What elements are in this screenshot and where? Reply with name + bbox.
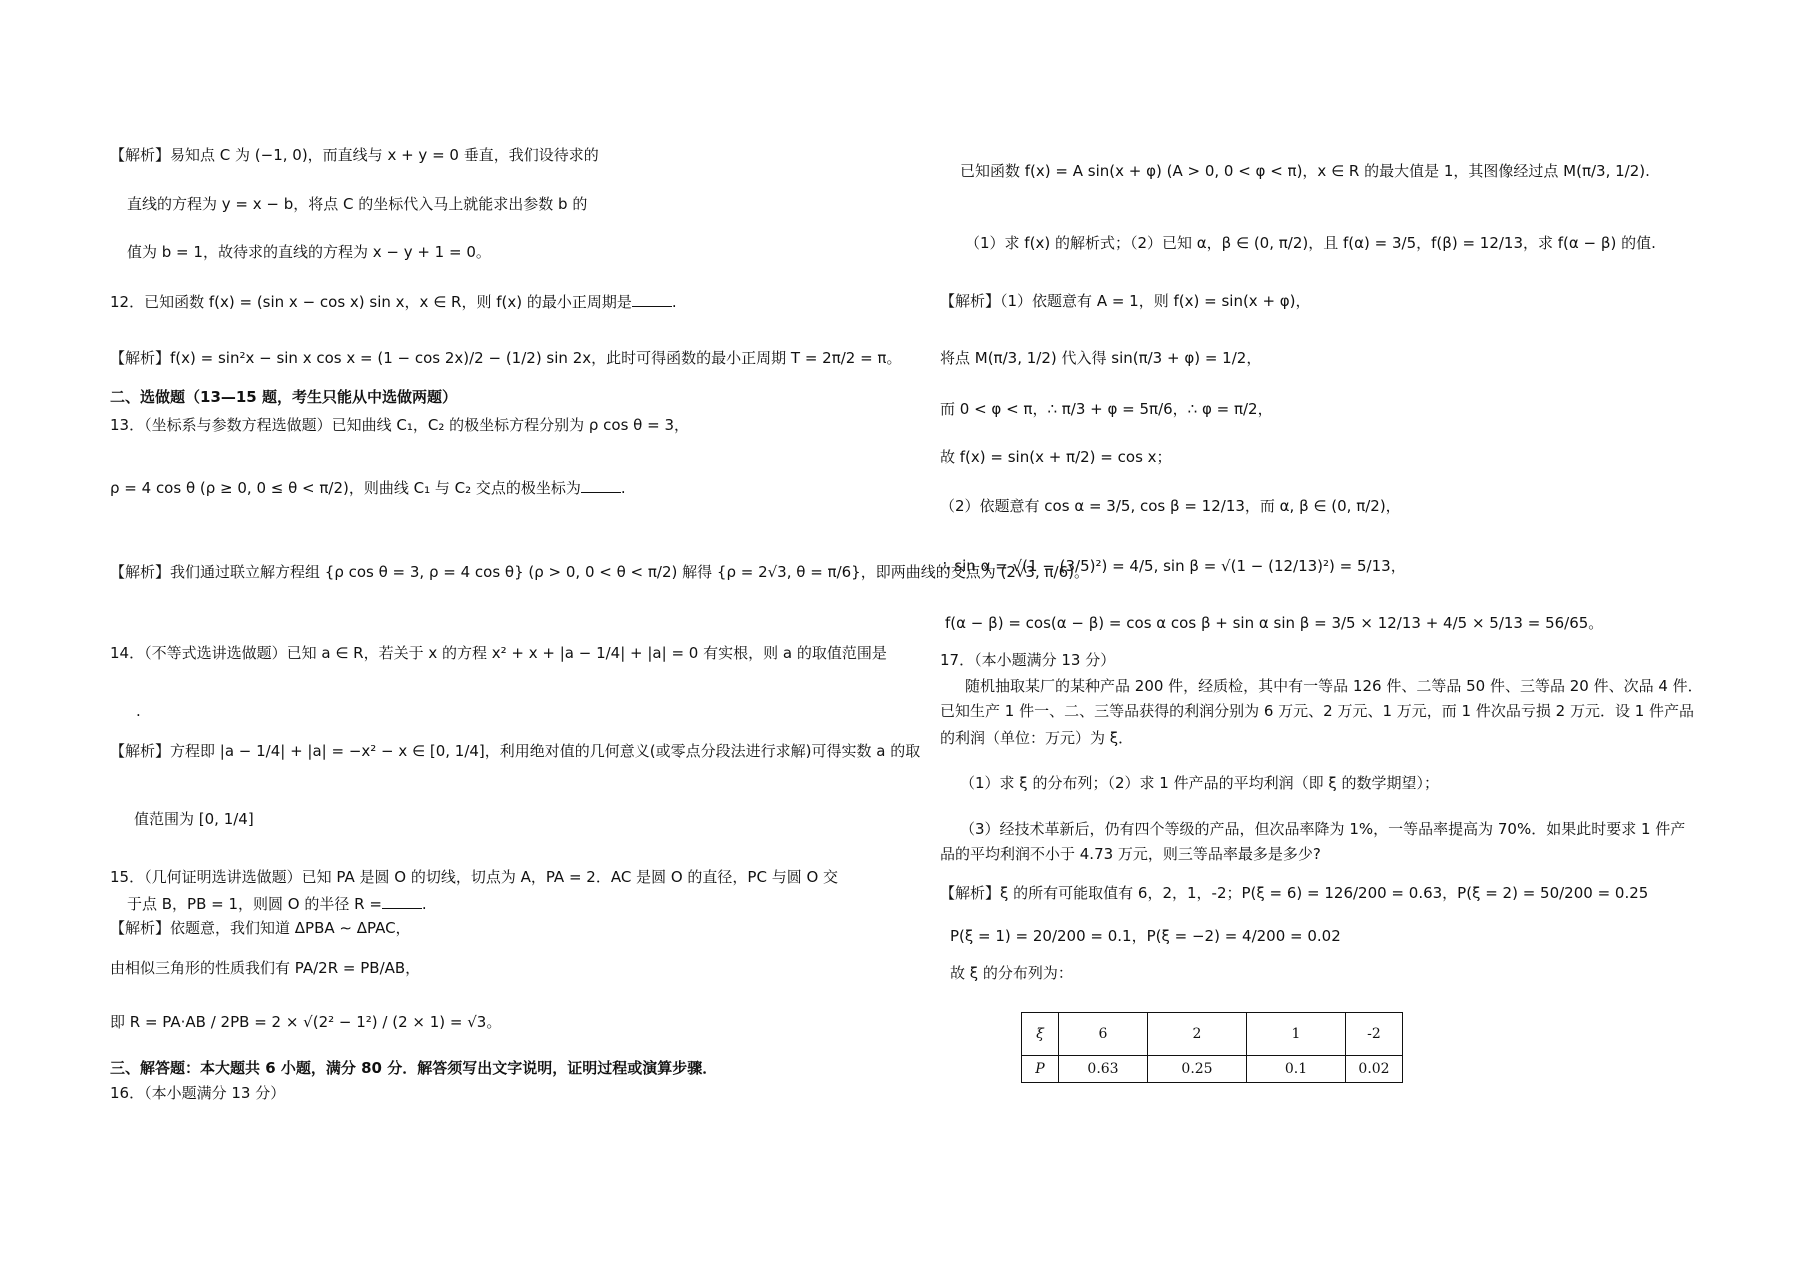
section-heading: 三、解答题：本大题共 6 小题，满分 80 分．解答须写出文字说明，证明过程或演算步骤． xyxy=(110,1059,718,1077)
question-13-cont: ρ = 4 cos θ (ρ ≥ 0, 0 ≤ θ < π/2)，则曲线 C₁ 与 C₂ 交点的极坐标为 . xyxy=(110,479,626,497)
question-14: 14．（不等式选讲选做题）已知 a ∈ R，若关于 x 的方程 x² + x + |a − 1/4| + |a| = 0 有实根，则 a 的取值范围是 xyxy=(110,644,887,662)
text-line: 【解析】我们通过联立解方程组 {ρ cos θ = 3, ρ = 4 cos θ} (ρ > 0, 0 < θ < π/2) 解得 {ρ = 2√3, θ = π/6}，即两曲线的交点为 (2√3, π/6)。 xyxy=(110,563,1089,581)
text-line: 【解析】（1）依题意有 A = 1，则 f(x) = sin(x + φ)， xyxy=(940,292,1311,310)
section-heading: 二、选做题（13—15 题，考生只能从中选做两题） xyxy=(110,388,457,406)
text-line: 【解析】方程即 |a − 1/4| + |a| = −x² − x ∈ [0, 1/4]，利用绝对值的几何意义(或零点分段法进行求解)可得实数 a 的取 xyxy=(110,742,921,760)
text-line: 【解析】易知点 C 为 (−1, 0)，而直线与 x + y = 0 垂直，我们设待求的 xyxy=(110,146,599,164)
text-line: 直线的方程为 y = x − b，将点 C 的坐标代入马上就能求出参数 b 的 xyxy=(127,195,588,213)
text-line: P(ξ = 1) = 20/200 = 0.1，P(ξ = −2) = 4/200 = 0.02 xyxy=(950,927,1341,945)
text-line: 即 R = PA·AB / 2PB = 2 × √(2² − 1²) / (2 × 1) = √3。 xyxy=(110,1013,502,1031)
table-cell: 0.25 xyxy=(1148,1056,1247,1083)
text-line: 的利润（单位：万元）为 ξ． xyxy=(940,729,1134,747)
text-line: 品的平均利润不小于 4.73 万元，则三等品率最多是多少? xyxy=(940,845,1321,863)
text-line: 而 0 < φ < π，∴ π/3 + φ = 5π/6，∴ φ = π/2， xyxy=(940,400,1273,418)
question-15-cont: 于点 B，PB = 1，则圆 O 的半径 R = . xyxy=(127,895,427,913)
answer-blank xyxy=(632,292,672,307)
question-13: 13．（坐标系与参数方程选做题）已知曲线 C₁，C₂ 的极坐标方程分别为 ρ cos θ = 3， xyxy=(110,416,689,434)
text-line: （1）求 f(x) 的解析式；（2）已知 α，β ∈ (0, π/2)，且 f(α) = 3/5，f(β) = 12/13，求 f(α − β) 的值. xyxy=(965,234,1656,252)
text-line: . xyxy=(136,702,141,720)
text-line: （2）依题意有 cos α = 3/5, cos β = 12/13，而 α, β ∈ (0, π/2)， xyxy=(940,497,1401,515)
text-line: 值范围为 [0, 1/4] xyxy=(134,810,254,828)
answer-blank xyxy=(382,894,422,909)
answer-blank xyxy=(581,478,621,493)
text-line: 【解析】依题意，我们知道 ΔPBA ∼ ΔPAC， xyxy=(110,919,411,937)
text-line: 已知生产 1 件一、二、三等品获得的利润分别为 6 万元、2 万元、1 万元，而 1 件次品亏损 2 万元．设 1 件产品 xyxy=(940,702,1695,720)
text-line: ∴ sin α = √(1 − (3/5)²) = 4/5, sin β = √(1 − (12/13)²) = 5/13， xyxy=(940,557,1406,575)
question-17: 17．（本小题满分 13 分） xyxy=(940,651,1116,669)
text-line: （3）经技术革新后，仍有四个等级的产品，但次品率降为 1%，一等品率提高为 70%．如果此时要求 1 件产 xyxy=(960,820,1686,838)
text-line: 已知函数 f(x) = A sin(x + φ) (A > 0, 0 < φ < π)，x ∈ R 的最大值是 1，其图像经过点 M(π/3, 1/2). xyxy=(960,162,1650,180)
table-cell: 2 xyxy=(1148,1013,1247,1056)
question-16: 16．（本小题满分 13 分） xyxy=(110,1084,286,1102)
text-line: （1）求 ξ 的分布列；（2）求 1 件产品的平均利润（即 ξ 的数学期望）； xyxy=(960,774,1439,792)
text-line: 故 ξ 的分布列为： xyxy=(950,964,1073,982)
table-cell: 6 xyxy=(1059,1013,1148,1056)
distribution-table xyxy=(1021,1012,1403,1083)
text-line: 由相似三角形的性质我们有 PA/2R = PB/AB， xyxy=(110,959,421,977)
table-cell: 0.02 xyxy=(1346,1056,1403,1083)
text-line: 随机抽取某厂的某种产品 200 件，经质检，其中有一等品 126 件、二等品 50 件、三等品 20 件、次品 4 件． xyxy=(965,677,1703,695)
table-cell: 0.1 xyxy=(1247,1056,1346,1083)
text-line: 【解析】f(x) = sin²x − sin x cos x = (1 − cos 2x)/2 − (1/2) sin 2x，此时可得函数的最小正周期 T = 2π/2 = π。 xyxy=(110,349,902,367)
table-cell: 0.63 xyxy=(1059,1056,1148,1083)
table-cell: ξ xyxy=(1022,1013,1059,1056)
text-line: 故 f(x) = sin(x + π/2) = cos x； xyxy=(940,448,1172,466)
question-15: 15．（几何证明选讲选做题）已知 PA 是圆 O 的切线，切点为 A，PA = 2．AC 是圆 O 的直径，PC 与圆 O 交 xyxy=(110,868,839,886)
text-line: f(α − β) = cos(α − β) = cos α cos β + sin α sin β = 3/5 × 12/13 + 4/5 × 5/13 = 56/65。 xyxy=(945,614,1604,632)
text-line: 将点 M(π/3, 1/2) 代入得 sin(π/3 + φ) = 1/2， xyxy=(940,349,1262,367)
table-cell: P xyxy=(1022,1056,1059,1083)
question-12: 12．已知函数 f(x) = (sin x − cos x) sin x，x ∈ R，则 f(x) 的最小正周期是 . xyxy=(110,293,677,311)
text-line: 【解析】ξ 的所有可能取值有 6，2，1，-2；P(ξ = 6) = 126/200 = 0.63，P(ξ = 2) = 50/200 = 0.25 xyxy=(940,884,1649,902)
table-cell: -2 xyxy=(1346,1013,1403,1056)
text-line: 值为 b = 1，故待求的直线的方程为 x − y + 1 = 0。 xyxy=(127,243,491,261)
table-cell: 1 xyxy=(1247,1013,1346,1056)
